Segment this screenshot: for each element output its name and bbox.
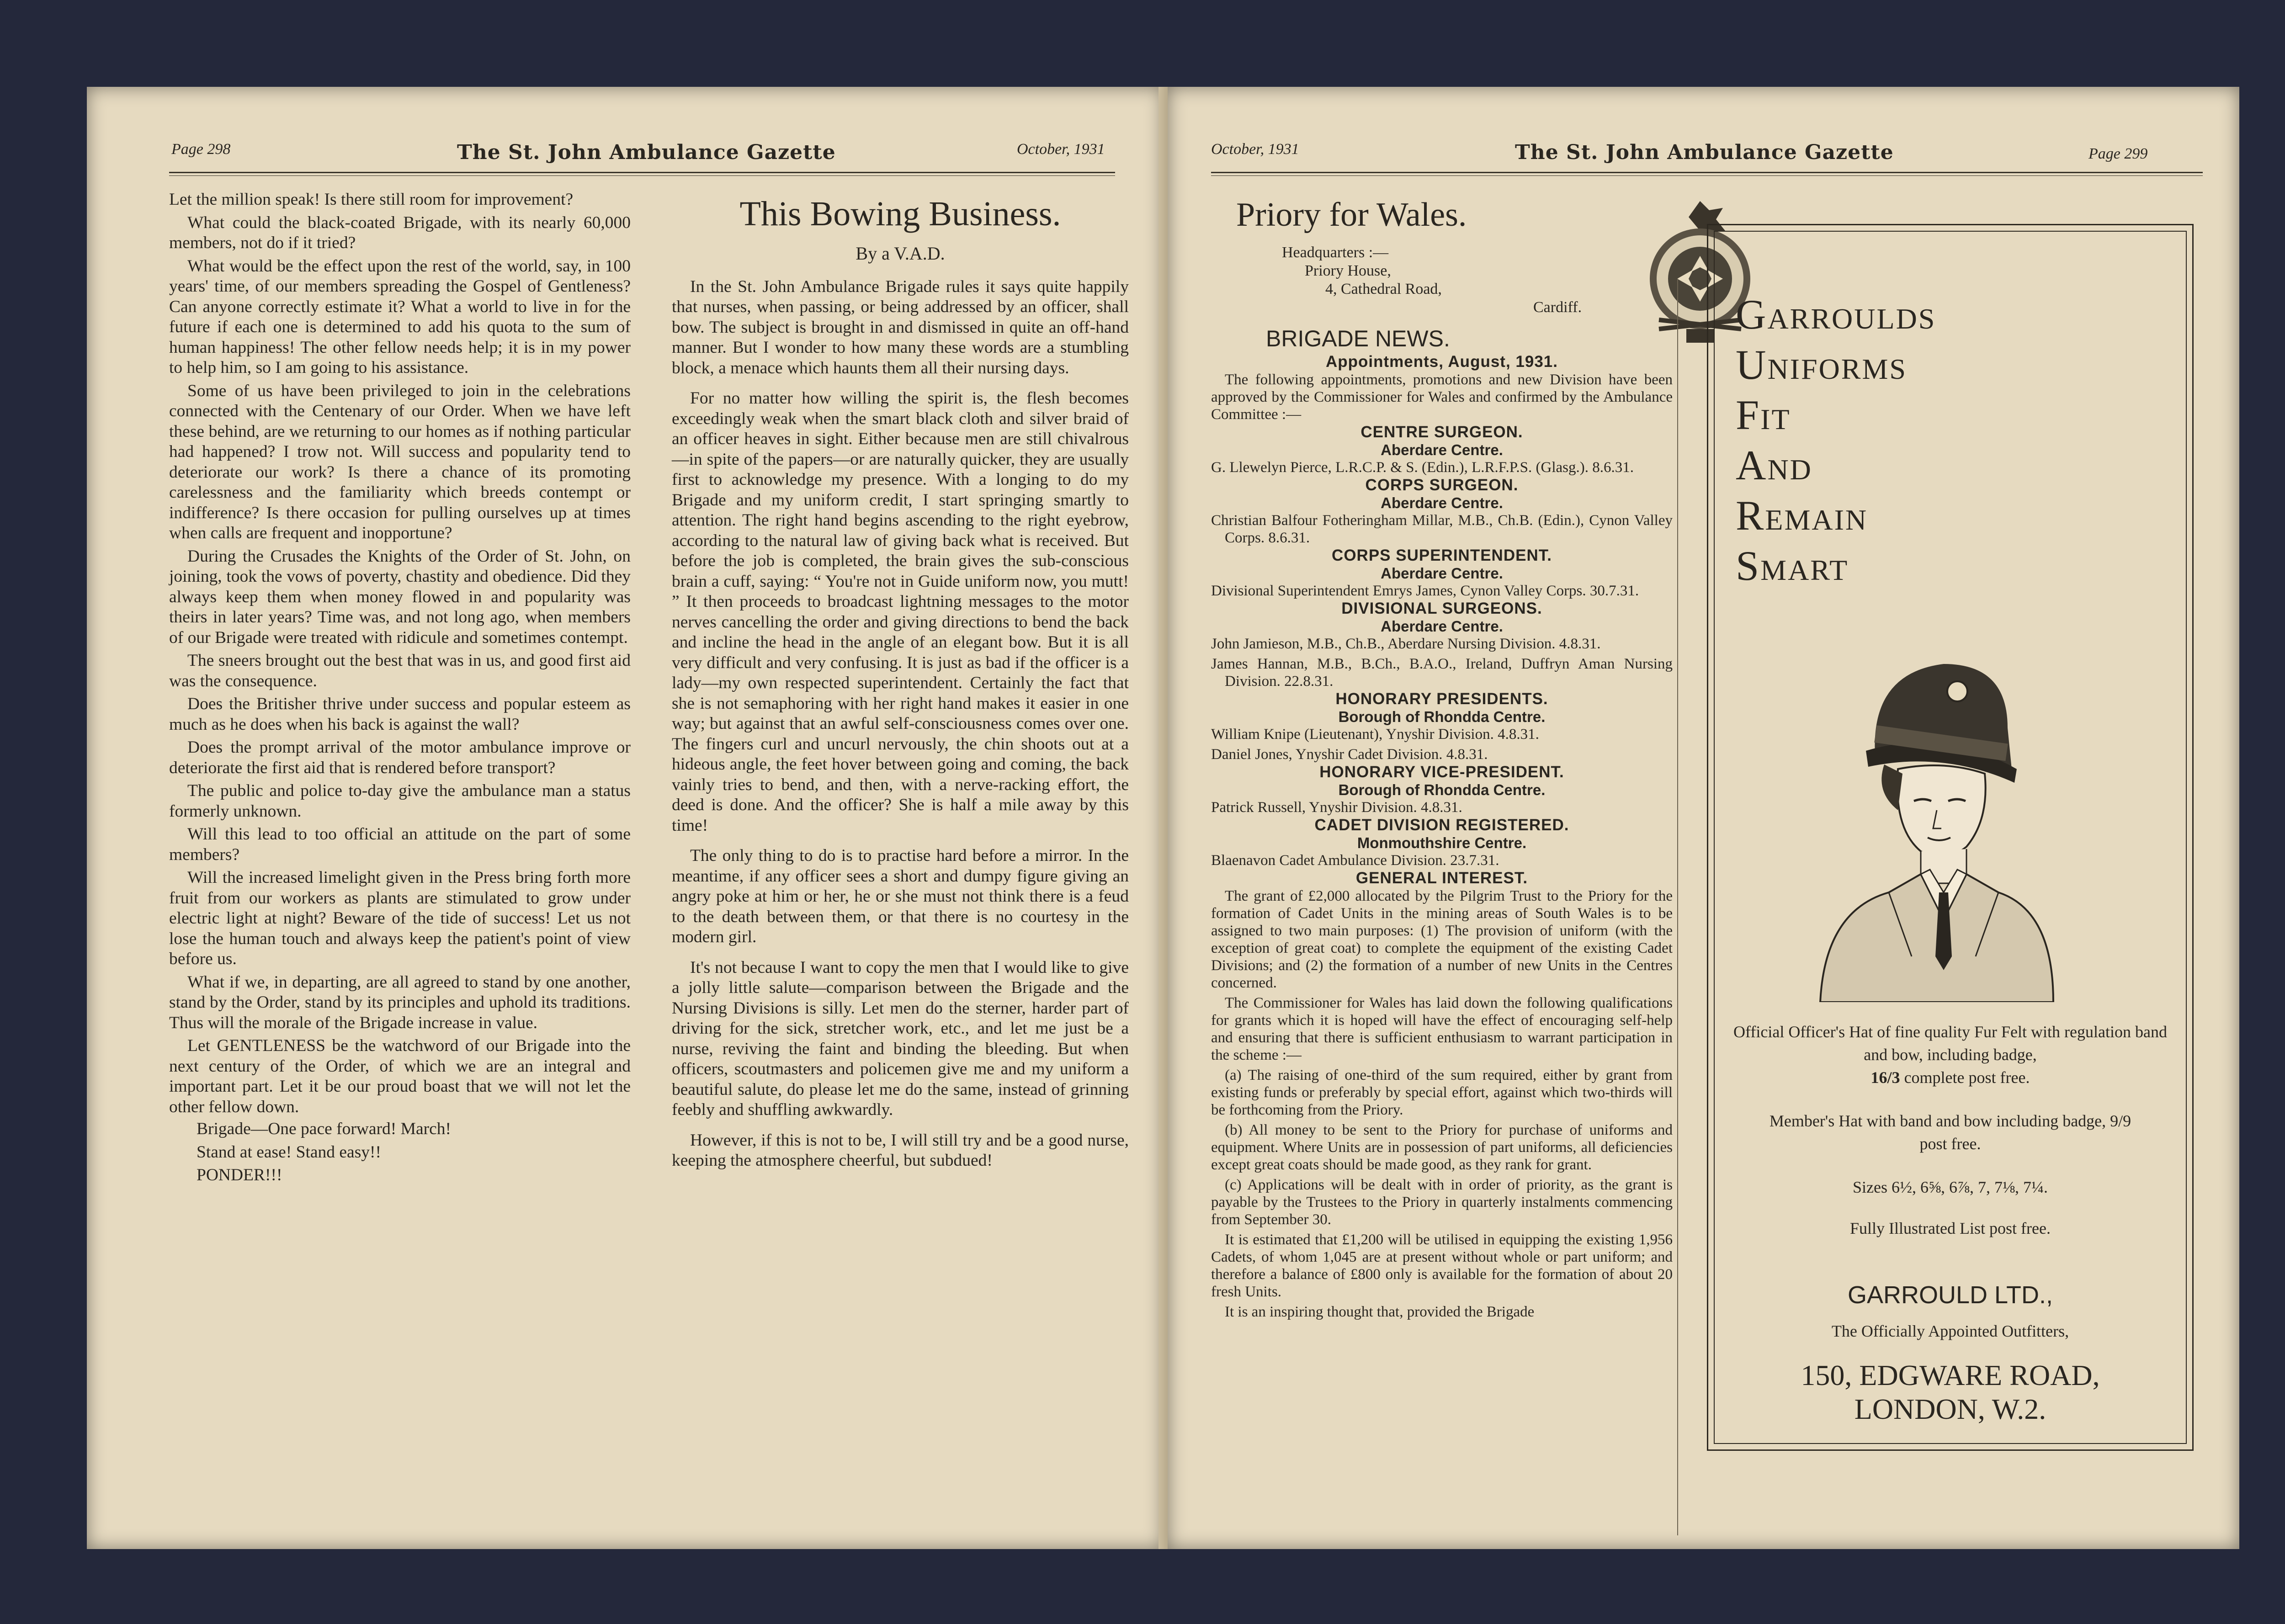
running-head-left (87, 141, 1163, 173)
paragraph: In the St. John Ambulance Brigade rules it says quite happily that nurses, when passing, or being addressed by an officer, shall bow. The subject is brought in and dismissed in quite an off-hand manner. But I wonder to how many these words are a stumbling block, a menace which haunts them all their nursing days. (672, 277, 1129, 377)
paragraph: Let the million speak! Is there still room for improvement? (169, 190, 574, 209)
paragraph: For no matter how willing the spirit is, the flesh becomes exceedingly weak when the smart black cloth and silver braid of an officer heaves in sight. Either because men are still chivalrous—in spite of the papers—or are naturally quicker, they are usually first to acknowledge my presence. With a longing to do my Brigade and my uniform credit, I start springing smartly to attention. The right hand begins ascending to the right eyebrow, according to the natural law of giving back what is received. But before the job is completed, the brain gives the sub-conscious brain a cuff, saying: “ You're not in Guide uniform now, you mutt! ” It then proceeds to broadcast lightning messages to the motor nerves cancelling the order and giving directions to bend the back and incline the head in the angle of an elegant bow. But it is all very difficult and very confusing. It is just as bad if the officer is a lady—my own respected superintendent. Certainly the fact that she is not semaphoring with her right hand makes it easier in one way; but against that an awful self-consciousness comes over one. The fingers curl and uncurl nervously, the chin shoots out at a hideous angle, the feet hover between going and coming, the back vainly tries to bend, and then, with a nerve-racking effort, the deed is done. And the officer? She is half a mile away by this time! (672, 389, 1129, 835)
paragraph: Does the Britisher thrive under success and popular esteem as much as he does when his back is against the wall? (169, 695, 631, 734)
command-line: PONDER!!! (197, 1166, 282, 1184)
appointments-heading: Appointments, August, 1931. (1326, 352, 1558, 371)
appointment-entry: Blaenavon Cadet Ambulance Division. 23.7.31. (1211, 852, 1499, 869)
centre-name: Aberdare Centre. (1381, 441, 1503, 458)
illustrated-list: Fully Illustrated List post free. (1850, 1219, 2051, 1237)
headline-line: Remain (1736, 492, 1868, 539)
command-line: Brigade—One pace forward! March! (197, 1120, 452, 1138)
paragraph: Some of us have been privileged to join in the celebrations connected with the Centenary of our Order. When we have left these behind, are we returning to our homes as if nothing particular had happened? I trow not. Will success and popularity tend to deteriorate our work? Is there a chance of its promoting carelessness and the familiarity which breeds contempt or indifference? Is there occasion for pulling ourselves up at times when calls are frequent and inopportune? (169, 381, 631, 542)
byline: By a V.A.D. (856, 243, 945, 264)
paragraph: What could the black-coated Brigade, with its nearly 60,000 members, not do if it tried? (169, 213, 631, 252)
paragraph: Will the increased limelight given in the Press bring forth more fruit from our workers as plants are stimulated to grow under electric light at night? Beware of the tide of success! Let us not lose the human touch and always keep the patient's point of view before us. (169, 868, 631, 968)
command-line: Stand at ease! Stand easy!! (197, 1142, 382, 1162)
appointment-entry: Daniel Jones, Ynyshir Cadet Division. 4.8.31. (1211, 746, 1488, 763)
paragraph: What if we, in departing, are all agreed to stand by one another, stand by the Order, stand by its principles and uphold its traditions. Thus will the morale of the Brigade increase in value. (169, 972, 631, 1032)
headline-line: Fit (1736, 392, 1791, 438)
centre-name: Monmouthshire Centre. (1357, 834, 1527, 851)
sizes: Sizes 6½, 6⅝, 6⅞, 7, 7⅛, 7¼. (1853, 1178, 2048, 1196)
appointment-entry: James Hannan, M.B., B.Ch., B.A.O., Ireland, Duffryn Aman Nursing Division. 22.8.31. (1211, 655, 1673, 690)
issue-date: October, 1931 (1211, 141, 1299, 158)
centre-name: Borough of Rhondda Centre. (1338, 708, 1546, 725)
ad-headline (1736, 289, 1936, 591)
header-rule (169, 172, 1115, 176)
section-heading: CORPS SUPERINTENDENT. (1332, 546, 1552, 564)
appointment-entry: John Jamieson, M.B., Ch.B., Aberdare Nursing Division. 4.8.31. (1211, 635, 1601, 652)
centre-name: Aberdare Centre. (1381, 494, 1503, 511)
centre-name: Borough of Rhondda Centre. (1338, 781, 1546, 798)
paragraph: The Commissioner for Wales has laid down the following qualifications for grants which it is hoped will have the effect of encouraging self-help and ensuring that there is sufficient enthusiasm to warrant participation in the scheme :— (1211, 994, 1673, 1063)
closing-commands (169, 1119, 631, 1186)
paragraph: It is an inspiring thought that, provided the Brigade (1225, 1303, 1535, 1320)
paragraph: Let GENTLENESS be the watchword of our Brigade into the next century of the Order, of which we are an integral and important part. Let it be our proud boast that we will not let the other fellow down. (169, 1036, 631, 1116)
brigade-news-heading: BRIGADE NEWS. (1266, 326, 1450, 351)
paragraph: It's not because I want to copy the men that I would like to give a jolly little salute—comparison between the Brigade and the Nursing Divisions is silly. Let men do the sterner, harder part of driving for the sick, stretcher work, etc., and let me just be a nurse, reviving the faint and binding the bleeding. But when officers, scoutmasters and policemen give me and my uniform a beautiful salute, do please let me do the same, instead of grinning feebly and shuffling awkwardly. (672, 958, 1129, 1119)
paragraph: During the Crusades the Knights of the Order of St. John, on joining, took the vows of poverty, chastity and obedience. Did they always keep them when money flowed in and popularity was theirs in later years? Time was, and not long ago, when members of our Brigade were treated with ridicule and sometimes contempt. (169, 547, 631, 647)
gazette-title: The St. John Ambulance Gazette (1515, 141, 1894, 164)
page-number: Page 299 (2088, 145, 2148, 162)
woman-in-uniform-hat-icon (1807, 637, 2062, 1002)
paragraph: The public and police to-day give the ambulance man a status formerly unknown. (169, 781, 631, 821)
priory-title: Priory for Wales. (1236, 196, 1467, 234)
company-name: GARROULD LTD., (1847, 1281, 2053, 1309)
section-heading: DIVISIONAL SURGEONS. (1341, 599, 1542, 617)
headline-line: And (1736, 442, 1812, 488)
priory-column (1211, 194, 1673, 1321)
section-heading: GENERAL INTEREST. (1355, 869, 1528, 887)
paragraph: It is estimated that £1,200 will be utilised in equipping the existing 1,956 Cadets, of whom 1,045 are at present without whole or part uniform; and therefore a balance of £800 only is available for the formation of about 20 fresh Units. (1211, 1231, 1673, 1300)
appointment-entry: Divisional Superintendent Emrys James, Cynon Valley Corps. 30.7.31. (1211, 582, 1639, 599)
article-title: This Bowing Business. (739, 195, 1061, 233)
garroulds-advertisement (1707, 224, 2194, 1451)
hq-line: Cardiff. (1533, 299, 1582, 316)
page-number: Page 298 (171, 141, 231, 158)
section-heading: CADET DIVISION REGISTERED. (1314, 816, 1569, 834)
paragraph: (b) All money to be sent to the Priory for purchase of uniforms and equipment. Where Units are in possession of part uniforms, all deficiencies except great coats should be made good, as they rank for grant. (1211, 1121, 1673, 1173)
news-body (1211, 353, 1673, 1321)
headline-line: Smart (1736, 542, 1849, 589)
address (1722, 1359, 2179, 1426)
issue-date: October, 1931 (1017, 141, 1105, 158)
centre-name: Aberdare Centre. (1381, 564, 1503, 582)
paragraph: Does the prompt arrival of the motor ambulance improve or deteriorate the first aid that is rendered before transport? (169, 738, 631, 777)
paragraph: The following appointments, promotions and new Division have been approved by the Commissioner for Wales and confirmed by the Ambulance Committee :— (1211, 371, 1673, 423)
paragraph: The only thing to do is to practise hard before a mirror. In the meantime, if any officer sees a short and dumpy figure giving an angry poke at him or her, he or she must not think there is a feud to the death between them, or that there is no courtesy in the modern girl. (672, 846, 1129, 946)
outfitters-line: The Officially Appointed Outfitters, (1831, 1322, 2069, 1340)
column-right (672, 194, 1129, 1171)
column-left (169, 190, 631, 1186)
paragraph: However, if this is not to be, I will still try and be a good nurse, keeping the atmosphere cheerful, but subdued! (672, 1130, 1129, 1170)
headline-line: Garroulds (1736, 291, 1936, 338)
paragraph: (c) Applications will be dealt with in order of priority, as the grant is payable by the Trustees to the Priory in quarterly instalments commencing from September 30. (1211, 1176, 1673, 1228)
officer-hat-description (1727, 1020, 2174, 1089)
hq-line: 4, Cathedral Road, (1325, 281, 1442, 297)
appointment-entry: William Knipe (Lieutenant), Ynyshir Division. 4.8.31. (1211, 726, 1539, 743)
paragraph: What would be the effect upon the rest of the world, say, in 100 years' time, of our members spreading the Gospel of Gentleness? Can anyone correctly estimate it? What a world to live in for the future if each one is determined to add his quota to the sum of human happiness! The other fellow needs help; it is in my power to help him, so I am going to his assistance. (169, 256, 631, 377)
running-head-right (1168, 141, 2239, 173)
ad-text: Official Officer's Hat of fine quality Fur Felt with regulation band and bow, including badge, (1733, 1023, 2167, 1064)
address-line: LONDON, W.2. (1854, 1393, 2046, 1425)
paragraph: The grant of £2,000 allocated by the Pilgrim Trust to the Priory for the formation of Cadet Units in the mining areas of South Wales is to be assigned to two main purposes: (1) The provision of uniform (with the exception of great coat) to complete the equipment of the existing Cadet Divisions; and (2) the formation of a number of new Units in the Centres concerned. (1211, 887, 1673, 991)
paragraph: The sneers brought out the best that was in us, and good first aid was the consequence. (169, 651, 631, 690)
member-hat-description: Member's Hat with band and bow including badge, 9/9 post free. (1769, 1112, 2131, 1153)
centre-name: Aberdare Centre. (1381, 617, 1503, 635)
headline-line: Uniforms (1736, 341, 1907, 388)
section-heading: HONORARY VICE-PRESIDENT. (1319, 763, 1564, 781)
hq-line: Priory House, (1305, 262, 1391, 279)
appointment-entry: Christian Balfour Fotheringham Millar, M.B., Ch.B. (Edin.), Cynon Valley Corps. 8.6.31. (1211, 512, 1673, 546)
right-page (1168, 87, 2239, 1549)
section-heading: CENTRE SURGEON. (1360, 423, 1523, 441)
hq-line: Headquarters :— (1282, 244, 1389, 261)
column-divider (1677, 279, 1678, 1535)
ad-text: complete post free. (1904, 1068, 2030, 1087)
gazette-title: The St. John Ambulance Gazette (457, 141, 836, 164)
address-line: 150, EDGWARE ROAD, (1801, 1359, 2100, 1391)
left-page (87, 87, 1163, 1549)
header-rule (1211, 172, 2203, 176)
ad-price: 16/3 (1871, 1068, 1900, 1087)
section-heading: HONORARY PRESIDENTS. (1335, 690, 1548, 708)
section-heading: CORPS SURGEON. (1365, 476, 1519, 494)
appointment-entry: G. Llewelyn Pierce, L.R.C.P. & S. (Edin.), L.R.F.P.S. (Glasg.). 8.6.31. (1211, 459, 1634, 476)
paragraph: (a) The raising of one-third of the sum required, either by grant from existing funds or preferably by special effort, against which two-thirds will be forthcoming from the Priory. (1211, 1067, 1673, 1118)
appointment-entry: Patrick Russell, Ynyshir Division. 4.8.31. (1211, 799, 1462, 816)
paragraph: Will this lead to too official an attitude on the part of some members? (169, 825, 631, 864)
headquarters-address (1282, 244, 1673, 317)
